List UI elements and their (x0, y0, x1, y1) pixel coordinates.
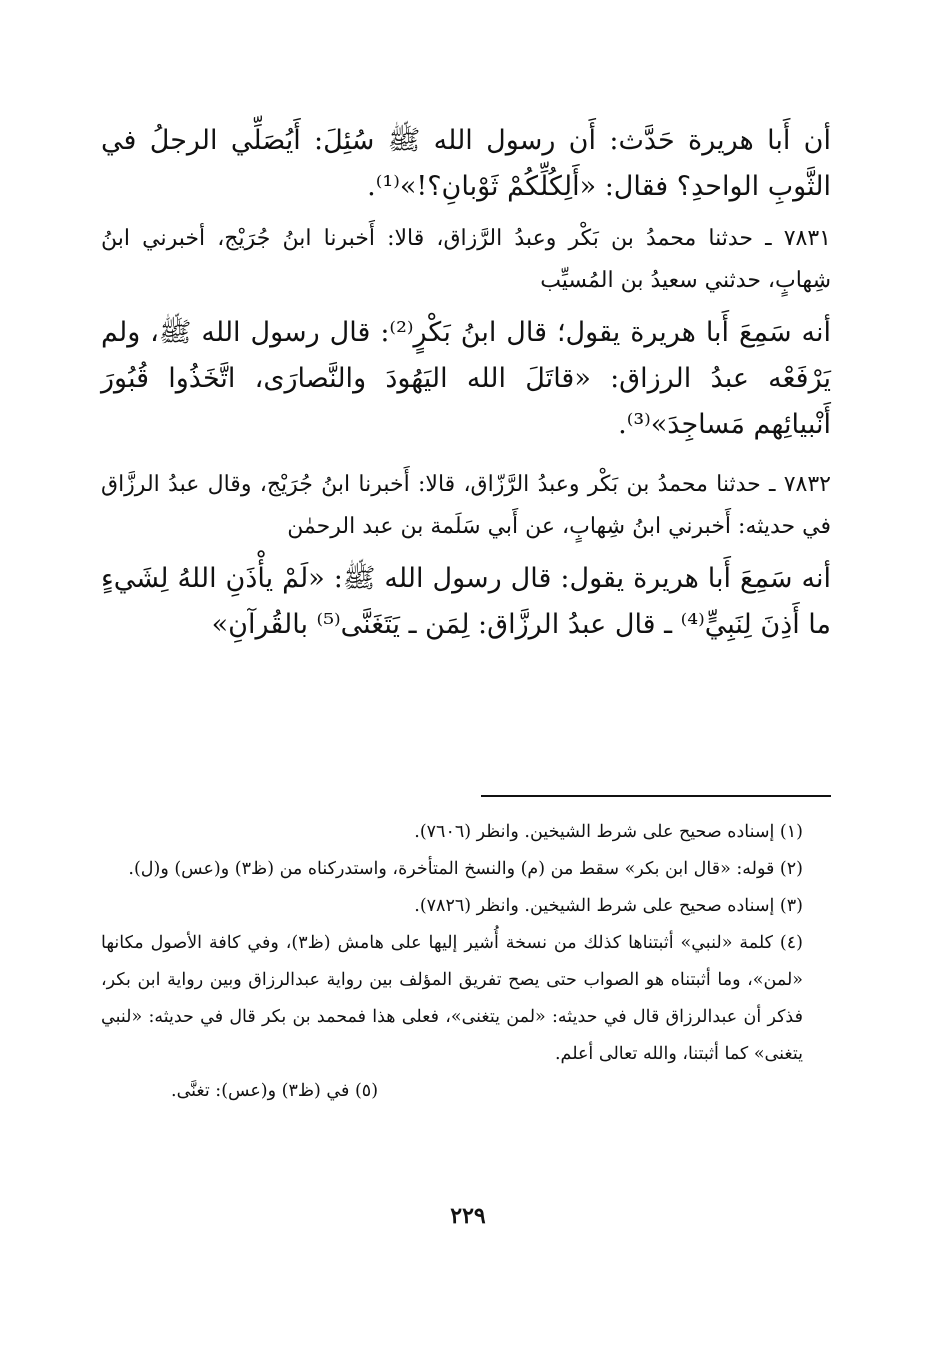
footnote-2: (٢) قوله: «قال ابن بكر» سقط من (م) والنسخ المتأخرة، واستدركناه من (ظ٣) و(عس) و(ل). (128, 859, 803, 879)
footnote-last-row (101, 1073, 831, 1110)
hadith-text-7832: أنه سَمِعَ أَبا هريرة يقول: قال رسول الله ﷺ: «لَمْ يأْذَنِ اللهُ لِشَيءٍ ما أَذِنَ لِنَبِيٍّ⁽⁴⁾ ـ قال عبدُ الرزَّاق: لِمَن ـ يَتَغَنَّى⁽⁵⁾ بالقُرآنِ» (101, 563, 831, 640)
hadith-chain-7831: ٧٨٣١ ـ حدثنا محمدُ بن بَكْر وعبدُ الرَّزاق، قالا: أَخبرنا ابنُ جُرَيْج، أخبرني ابنُ شِهابٍ، حدثني سعيدُ بن المُسيِّب (101, 226, 831, 293)
footnotes-section (101, 814, 831, 1110)
page-number: ٢٢٩ (450, 1203, 486, 1229)
hadith-chain-7832: ٧٨٣٢ ـ حدثنا محمدُ بن بَكْر وعبدُ الرَّزّاق، قالا: أَخبرنا ابنُ جُرَيْج، وقال عبدُ الرزَّاق في حديثه: أَخبرني ابنُ شِهابٍ، عن أَبي سَلَمة بن عبد الرحمٰن (101, 472, 831, 539)
footnote-1: (١) إسناده صحيح على شرط الشيخين. وانظر (٧٦٠٦). (414, 822, 803, 842)
footnote-4: (٤) كلمة «لنبي» أثبتناها كذلك من نسخة أُشير إليها على هامش (ظ٣)، وفي كافة الأصول مكانها «لمن»، وما أثبتناه هو الصواب حتى يصح تفريق المؤلف بين رواية عبدالرزاق وبين رواية ابن بكر، فذكر أن عبدالرزاق قال في حديثه: «لمن يتغنى»، فعلى هذا فمحمد بن بكر قال في حديثه: «لنبي يتغنى» كما أثبتنا، والله تعالى أعلم. (101, 933, 803, 1064)
main-text-body (101, 118, 831, 648)
footnote-3: (٣) إسناده صحيح على شرط الشيخين. وانظر (٧٨٢٦). (414, 896, 803, 916)
footnote-5: (٥) في (ظ٣) و(عس): تغنَّى. (171, 1081, 379, 1101)
footnote-separator (481, 795, 831, 797)
hadith-text-7830-end: أن أَبا هريرة حَدَّث: أَن رسول الله ﷺ سُئِلَ: أَيُصَلِّي الرجلُ في الثَّوبِ الواحدِ؟ فقال: «أَلِكُلِّكُمْ ثَوْبانِ؟!»⁽¹⁾. (101, 125, 831, 202)
hadith-text-7831: أنه سَمِعَ أَبا هريرة يقول؛ قال ابنُ بَكْرٍ⁽²⁾: قال رسول الله ﷺ، ولم يَرْفَعْه عبدُ الرزاق: «قاتَلَ الله اليَهُودَ والنَّصارَى، اتَّخَذُوا قُبُورَ أَنْبيائِهم مَساجِدَ»⁽³⁾. (101, 317, 832, 440)
